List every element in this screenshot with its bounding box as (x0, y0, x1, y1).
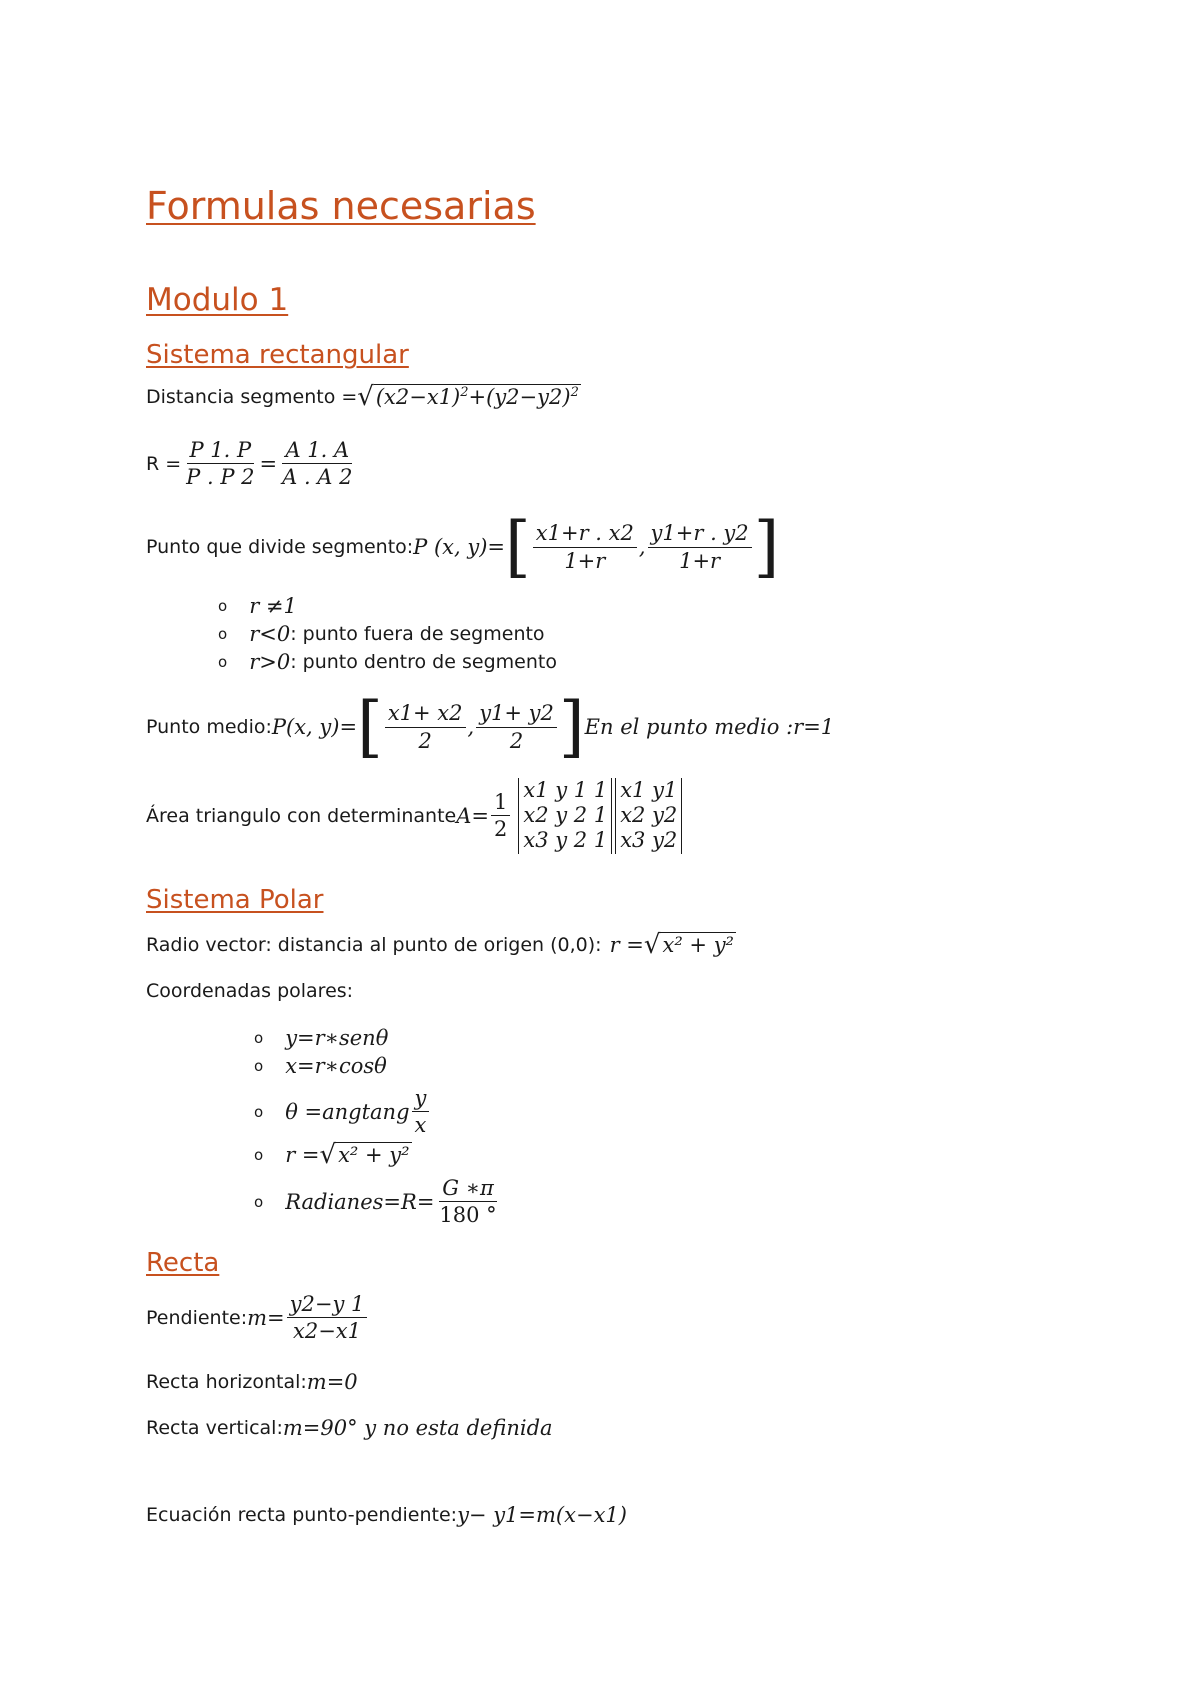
horizontal-line-formula (146, 1370, 358, 1394)
bullet-math: r<0 (249, 622, 291, 646)
dividing-point-lhs: P (x, y)= (413, 535, 506, 559)
bullet-circle-icon: o (218, 597, 228, 615)
bullet-math: θ =angtang (285, 1099, 410, 1124)
ratio-fraction-a (279, 438, 355, 489)
determinant-matrix-3x2 (615, 778, 682, 854)
dividing-point-formula (146, 508, 780, 585)
module-heading: Modulo 1 (146, 282, 289, 318)
list-item (254, 1026, 388, 1050)
vertical-line-formula (146, 1416, 553, 1440)
bullet-circle-icon: o (218, 653, 228, 671)
vertical-line-math: m=90° y no esta definida (282, 1416, 553, 1440)
bullet-circle-icon: o (254, 1057, 264, 1075)
fraction-numerator: A 1. A (282, 438, 352, 464)
sqrt-symbol: √ (643, 930, 661, 960)
left-bracket: [ (357, 688, 383, 765)
distance-term-y: +(y2−y2) (468, 385, 571, 409)
fraction-denominator: 2 (418, 728, 432, 753)
ratio-formula (146, 438, 358, 489)
sqrt-symbol: √ (357, 382, 374, 412)
radians-fraction (436, 1176, 499, 1227)
fraction-denominator: 2 (493, 817, 508, 842)
list-item (218, 594, 297, 618)
fraction-denominator: A . A 2 (282, 465, 353, 490)
fraction-denominator: 1+r (564, 548, 606, 573)
radius-radicand: x² + y² (662, 933, 734, 957)
vertical-line-label: Recta vertical: (146, 1417, 283, 1439)
matrix-row: x3 y2 (620, 828, 678, 853)
fraction-numerator: y1+r . y2 (648, 521, 752, 547)
bullet-text: : punto dentro de segmento (290, 651, 557, 673)
dividing-point-y-fraction (648, 521, 752, 572)
radius-sqrt (320, 1142, 412, 1168)
list-item (218, 622, 545, 646)
exponent: 2 (460, 385, 469, 400)
bullet-math: x=r∗cosθ (285, 1054, 387, 1078)
angle-fraction (412, 1086, 430, 1137)
dividing-point-label: Punto que divide segmento: (146, 536, 414, 558)
list-item (254, 1176, 502, 1227)
horizontal-line-label: Recta horizontal: (146, 1371, 307, 1393)
bullet-math: Radianes=R= (285, 1189, 435, 1214)
point-slope-formula (146, 1503, 627, 1527)
one-half-fraction (491, 790, 510, 841)
list-item (254, 1142, 412, 1168)
document-title: Formulas necesarias (146, 184, 536, 228)
matrix-row: x3 y 2 1 (523, 828, 608, 853)
ratio-label: R = (146, 452, 182, 475)
distance-sqrt (357, 384, 581, 410)
radius-radicand: x² + y² (338, 1143, 410, 1167)
radius-vector-label: Radio vector: distancia al punto de origen (0,0): (146, 934, 602, 956)
sqrt-symbol: √ (319, 1140, 337, 1170)
fraction-denominator: 1+r (679, 548, 721, 573)
list-item (254, 1054, 387, 1078)
point-slope-math: y− y1=m(x−x1) (457, 1503, 627, 1527)
distance-label: Distancia segmento = (146, 386, 358, 408)
radius-lhs: r = (609, 933, 644, 957)
midpoint-x-fraction (385, 701, 466, 752)
determinant-matrix-3x3 (518, 778, 612, 854)
list-item (254, 1086, 431, 1137)
slope-label: Pendiente: (146, 1306, 248, 1329)
midpoint-label: Punto medio: (146, 716, 272, 738)
fraction-numerator: x1+ x2 (385, 701, 466, 727)
comma: , (467, 715, 475, 739)
fraction-numerator: y1+ y2 (476, 701, 557, 727)
fraction-numerator: P 1. P (187, 438, 255, 464)
bullet-math: y=r∗senθ (285, 1026, 389, 1050)
midpoint-note: En el punto medio :r=1 (584, 715, 835, 739)
section-heading-rectangular: Sistema rectangular (146, 340, 409, 370)
triangle-area-lhs: A= (456, 803, 489, 828)
matrix-row: x2 y2 (620, 803, 678, 828)
radius-sqrt (644, 932, 736, 958)
equals-sign: = (259, 451, 278, 476)
fraction-denominator: x2−x1 (293, 1319, 362, 1344)
triangle-area-formula (146, 778, 682, 854)
bullet-circle-icon: o (254, 1102, 264, 1121)
bullet-circle-icon: o (254, 1029, 264, 1047)
exponent: 2 (570, 385, 579, 400)
triangle-area-label: Área triangulo con determinante (146, 804, 457, 827)
list-item (218, 650, 557, 674)
bullet-math: r ≠1 (249, 594, 297, 618)
distance-term-x: (x2−x1) (375, 385, 461, 409)
bullet-text: : punto fuera de segmento (290, 623, 545, 645)
matrix-row: x1 y1 (620, 778, 678, 802)
bullet-math: r>0 (249, 650, 291, 674)
polar-coordinates-label: Coordenadas polares: (146, 980, 354, 1002)
fraction-numerator: 1 (491, 790, 510, 816)
midpoint-lhs: P(x, y)= (271, 715, 358, 739)
right-bracket: ] (753, 508, 780, 585)
dividing-point-x-fraction (533, 521, 637, 572)
fraction-numerator: G ∗π (439, 1176, 497, 1202)
fraction-denominator: 2 (509, 728, 524, 753)
slope-fraction (287, 1292, 368, 1343)
matrix-row: x2 y 2 1 (523, 803, 608, 828)
distance-formula (146, 384, 581, 410)
section-heading-recta: Recta (146, 1248, 220, 1278)
comma: , (638, 535, 646, 559)
midpoint-formula (146, 688, 835, 765)
midpoint-y-fraction (476, 701, 557, 752)
fraction-numerator: y (412, 1086, 430, 1112)
horizontal-line-math: m=0 (306, 1370, 358, 1394)
radius-vector-formula (146, 932, 736, 958)
slope-formula (146, 1292, 369, 1343)
left-bracket: [ (505, 508, 531, 585)
fraction-numerator: x1+r . x2 (533, 521, 637, 547)
fraction-denominator: 180 ° (439, 1203, 497, 1228)
section-heading-polar: Sistema Polar (146, 885, 324, 915)
fraction-denominator: x (414, 1113, 427, 1138)
right-bracket: ] (558, 688, 585, 765)
fraction-denominator: P . P 2 (186, 465, 255, 490)
point-slope-label: Ecuación recta punto-pendiente: (146, 1504, 458, 1526)
matrix-row: x1 y 1 1 (523, 778, 608, 802)
fraction-numerator: y2−y 1 (287, 1292, 368, 1318)
bullet-circle-icon: o (218, 625, 228, 643)
ratio-fraction-p (183, 438, 257, 489)
bullet-circle-icon: o (254, 1192, 264, 1211)
bullet-circle-icon: o (254, 1146, 264, 1164)
slope-lhs: m= (247, 1305, 285, 1330)
bullet-math: r = (285, 1143, 320, 1167)
